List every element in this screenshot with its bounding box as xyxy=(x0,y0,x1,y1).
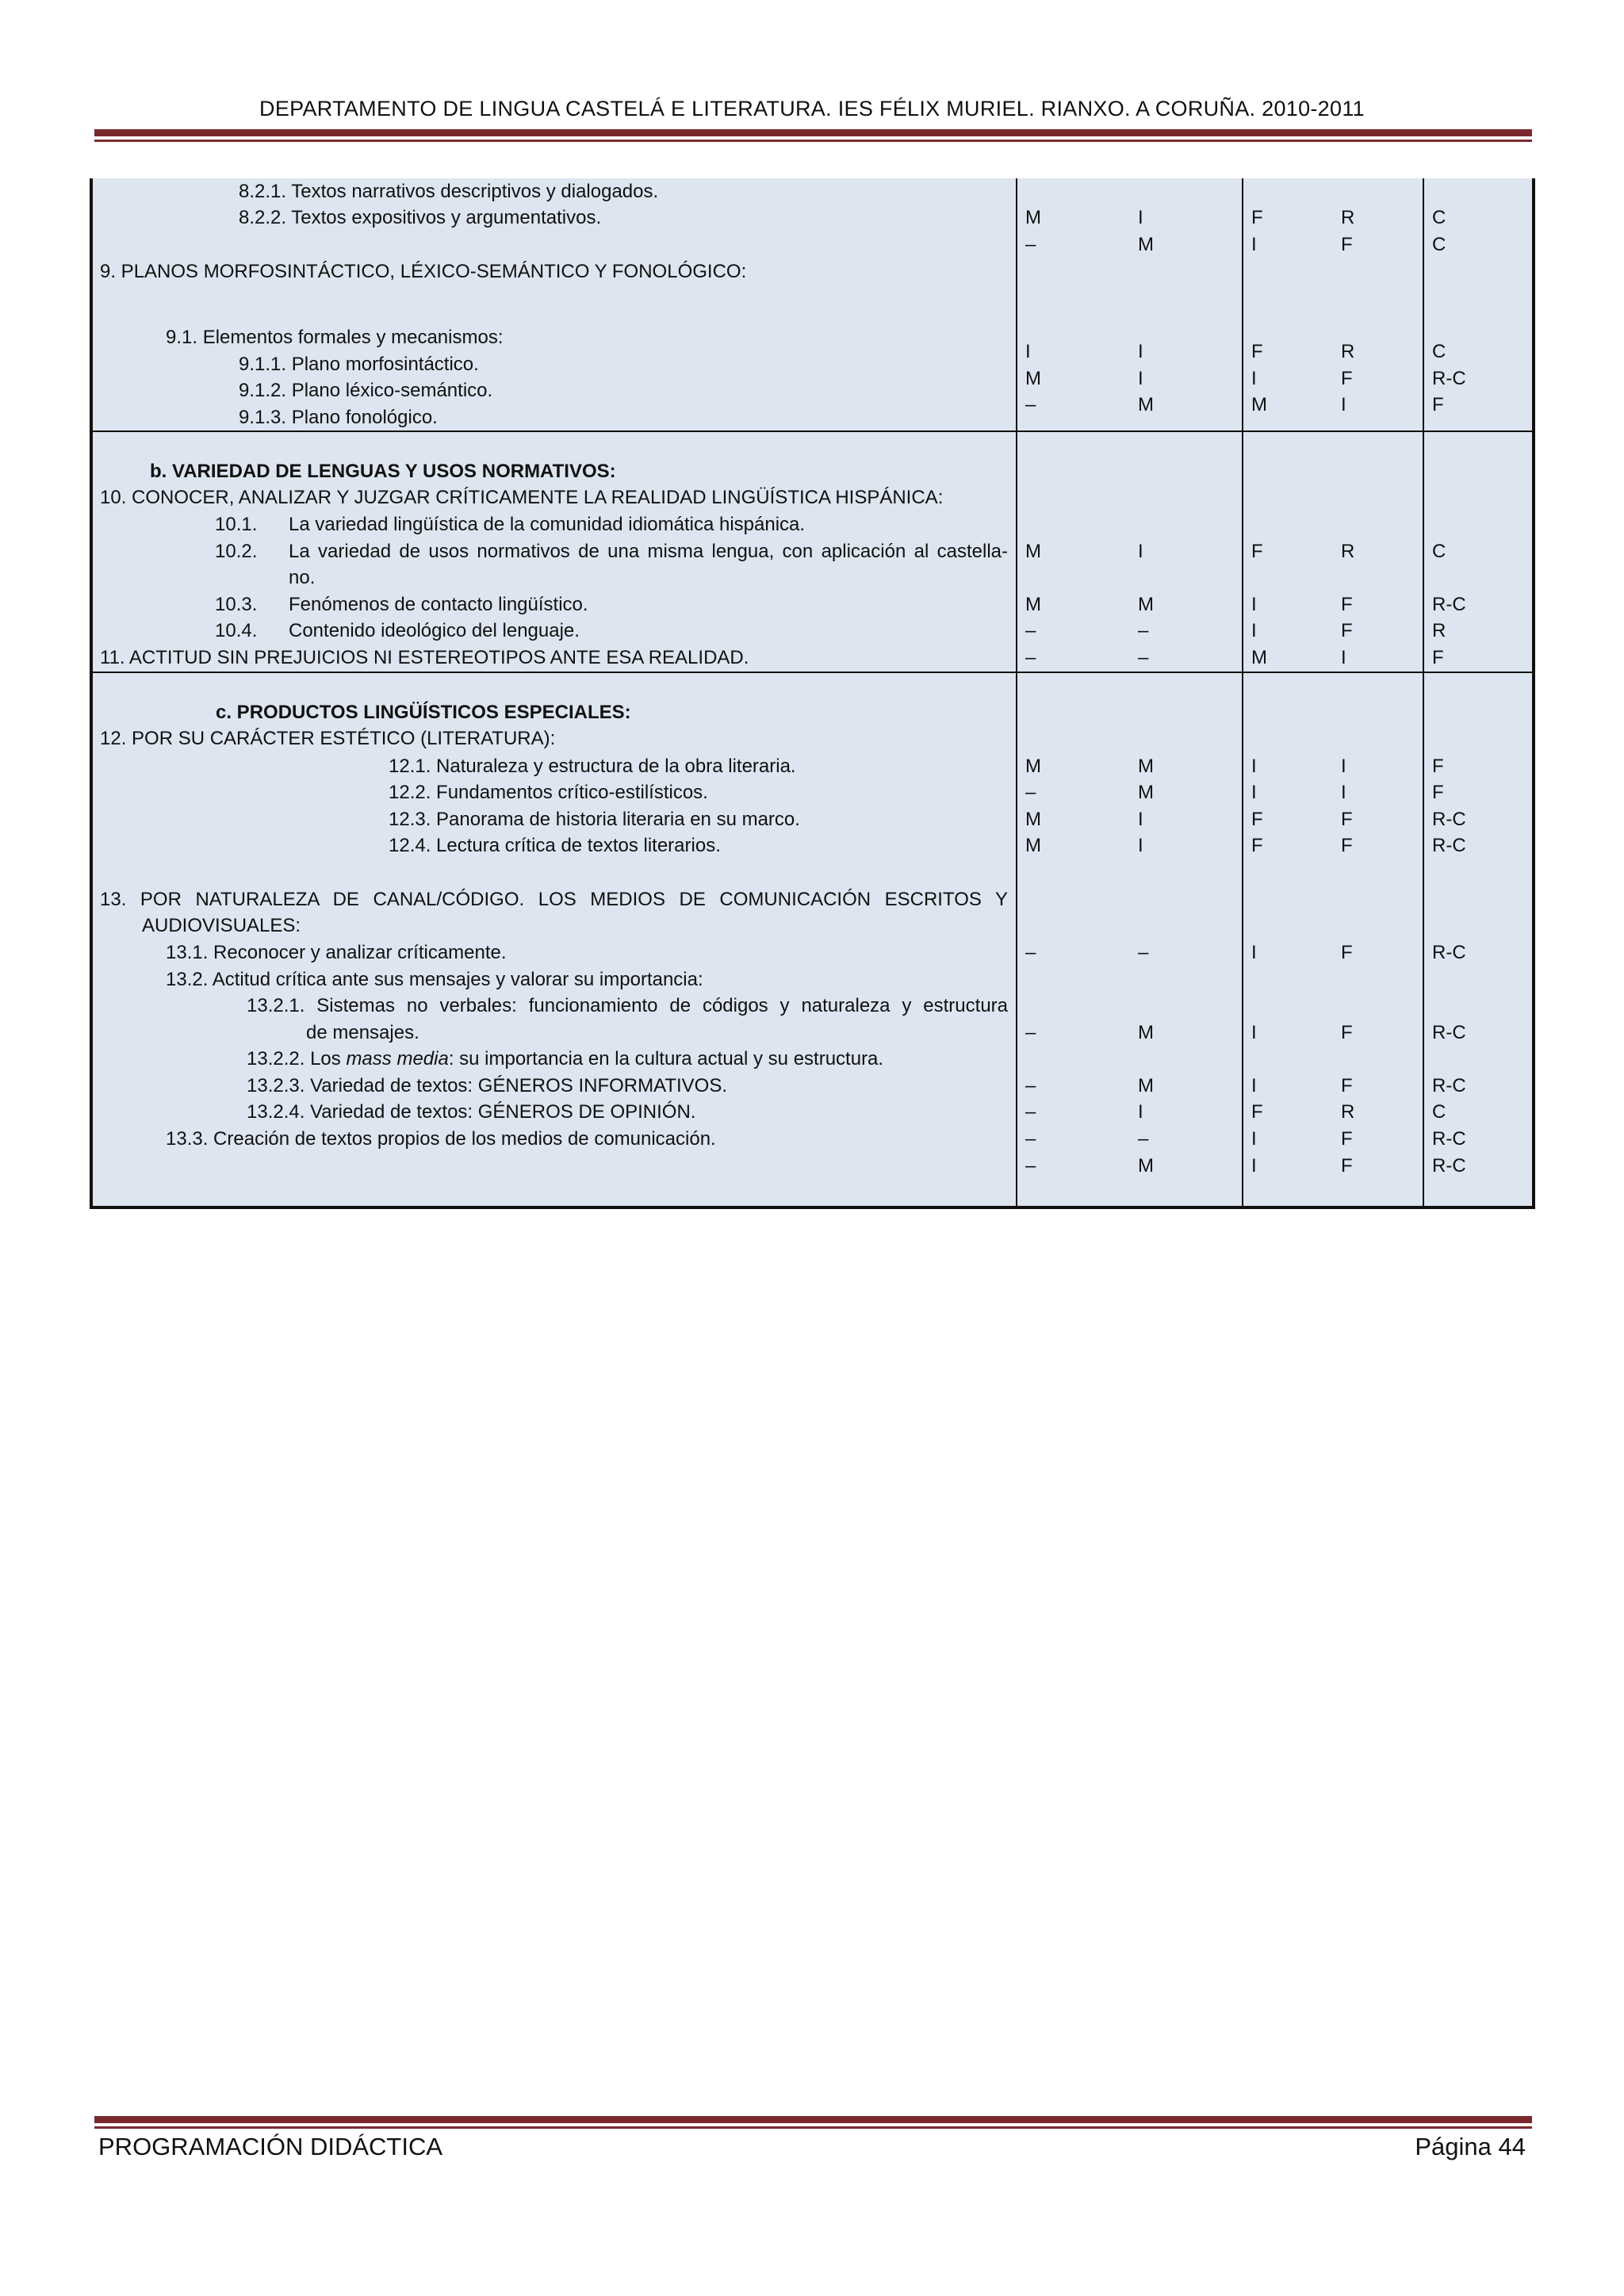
grade-cell: F xyxy=(1341,594,1353,615)
grade-cell: F xyxy=(1341,1155,1353,1177)
item-8-2-1: 8.2.1. Textos narrativos descriptivos y dialogados. xyxy=(239,181,659,202)
item-10-3-number: 10.3. xyxy=(215,594,258,615)
grade-cell: – xyxy=(1138,942,1149,963)
grade-cell: F xyxy=(1341,620,1353,641)
item-13-2-2-emphasis: mass media xyxy=(346,1048,449,1070)
grade-cell: I xyxy=(1251,594,1257,615)
header-rule xyxy=(94,129,1532,136)
grade-cell: F xyxy=(1251,207,1263,228)
grade-cell: R xyxy=(1341,341,1355,362)
grade-cell: R-C xyxy=(1432,942,1466,963)
footer-document-name: PROGRAMACIÓN DIDÁCTICA xyxy=(98,2133,443,2160)
grade-cell: I xyxy=(1251,1075,1257,1096)
grade-cell: R-C xyxy=(1432,1128,1466,1150)
grade-cell: I xyxy=(1341,394,1346,415)
grade-cell: M xyxy=(1025,809,1041,830)
grade-cell: F xyxy=(1251,835,1263,856)
item-9-1: 9.1. Elementos formales y mecanismos: xyxy=(166,327,504,348)
item-9-1-1: 9.1.1. Plano morfosintáctico. xyxy=(239,354,479,375)
item-10-1: La variedad lingüística de la comunidad idiomática hispánica. xyxy=(289,514,806,535)
grade-cell: I xyxy=(1251,368,1257,389)
content-table xyxy=(90,178,1535,1209)
grade-cell: I xyxy=(1251,1128,1257,1150)
grade-cell: R-C xyxy=(1432,1155,1466,1177)
grade-cell: R xyxy=(1341,1101,1355,1123)
item-8-2-2: 8.2.2. Textos expositivos y argumentativos. xyxy=(239,207,602,228)
item-9-1-2: 9.1.2. Plano léxico-semántico. xyxy=(239,380,493,401)
header-title: DEPARTAMENTO DE LINGUA CASTELÁ E LITERATURA. IES FÉLIX MURIEL. RIANXO. A CORUÑA. 2010-2011 xyxy=(259,97,1365,121)
item-10-4: Contenido ideológico del lenguaje. xyxy=(289,620,580,641)
grade-cell: R xyxy=(1341,541,1355,562)
grade-cell: – xyxy=(1025,1101,1036,1123)
item-12-heading: 12. POR SU CARÁCTER ESTÉTICO (LITERATURA): xyxy=(100,728,556,749)
item-10-1-number: 10.1. xyxy=(215,514,258,535)
item-13-2-3: 13.2.3. Variedad de textos: GÉNEROS INFORMATIVOS. xyxy=(247,1075,727,1096)
grade-cell: I xyxy=(1341,647,1346,668)
grade-cell: – xyxy=(1025,942,1036,963)
footer-rule xyxy=(94,2116,1532,2123)
grade-cell: F xyxy=(1251,541,1263,562)
grade-cell: – xyxy=(1025,647,1036,668)
item-13-2-1-cont: de mensajes. xyxy=(306,1022,419,1043)
item-13-2-2-suffix: : su importancia en la cultura actual y su estructura. xyxy=(448,1048,884,1070)
column-divider xyxy=(1423,178,1424,1206)
grade-cell: I xyxy=(1138,368,1143,389)
item-10-2-cont: no. xyxy=(289,567,316,588)
grade-cell: F xyxy=(1251,341,1263,362)
grade-cell: – xyxy=(1025,782,1036,803)
grade-cell: F xyxy=(1341,1022,1353,1043)
grade-cell: I xyxy=(1251,1155,1257,1177)
grade-cell: – xyxy=(1025,1155,1036,1177)
grade-cell: – xyxy=(1138,647,1149,668)
grade-cell: F xyxy=(1341,1075,1353,1096)
grade-cell: I xyxy=(1341,782,1346,803)
grade-cell: R-C xyxy=(1432,835,1466,856)
grade-cell: R-C xyxy=(1432,1022,1466,1043)
item-9-heading: 9. PLANOS MORFOSINTÁCTICO, LÉXICO-SEMÁNTICO Y FONOLÓGICO: xyxy=(100,261,747,282)
grade-cell: F xyxy=(1432,394,1444,415)
grade-cell: I xyxy=(1138,341,1143,362)
grade-cell: I xyxy=(1138,207,1143,228)
section-c-heading: c. PRODUCTOS LINGÜÍSTICOS ESPECIALES: xyxy=(216,702,631,723)
item-12-2: 12.2. Fundamentos crítico-estilísticos. xyxy=(389,782,708,803)
grade-cell: C xyxy=(1432,341,1446,362)
grade-cell: M xyxy=(1138,234,1154,255)
grade-cell: R xyxy=(1432,620,1446,641)
grade-cell: R xyxy=(1341,207,1355,228)
grade-cell: R-C xyxy=(1432,368,1466,389)
item-10-4-number: 10.4. xyxy=(215,620,258,641)
grade-cell: R-C xyxy=(1432,1075,1466,1096)
grade-cell: M xyxy=(1025,594,1041,615)
item-13-2: 13.2. Actitud crítica ante sus mensajes y valorar su importancia: xyxy=(166,969,703,990)
item-10-2-number: 10.2. xyxy=(215,541,258,562)
grade-cell: M xyxy=(1138,394,1154,415)
item-13-3: 13.3. Creación de textos propios de los medios de comunicación. xyxy=(166,1128,716,1150)
grade-cell: I xyxy=(1138,541,1143,562)
item-13-heading: 13. POR NATURALEZA DE CANAL/CÓDIGO. LOS MEDIOS DE COMUNICACIÓN ESCRITOS Y xyxy=(100,889,1008,910)
grade-cell: – xyxy=(1138,1128,1149,1150)
grade-cell: I xyxy=(1251,620,1257,641)
grade-cell: M xyxy=(1138,782,1154,803)
grade-cell: F xyxy=(1341,368,1353,389)
grade-cell: I xyxy=(1138,809,1143,830)
grade-cell: M xyxy=(1138,1075,1154,1096)
grade-cell: M xyxy=(1251,647,1267,668)
item-10-3: Fenómenos de contacto lingüístico. xyxy=(289,594,588,615)
grade-cell: F xyxy=(1432,647,1444,668)
grade-cell: – xyxy=(1025,1022,1036,1043)
grade-cell: R-C xyxy=(1432,594,1466,615)
grade-cell: I xyxy=(1251,1022,1257,1043)
column-divider xyxy=(1242,178,1243,1206)
item-12-3: 12.3. Panorama de historia literaria en su marco. xyxy=(389,809,800,830)
grade-cell: M xyxy=(1025,835,1041,856)
grade-cell: F xyxy=(1432,756,1444,777)
item-11: 11. ACTITUD SIN PREJUICIOS NI ESTEREOTIPOS ANTE ESA REALIDAD. xyxy=(100,647,749,668)
grade-cell: F xyxy=(1341,809,1353,830)
section-b-heading: b. VARIEDAD DE LENGUAS Y USOS NORMATIVOS: xyxy=(150,461,616,482)
grade-cell: – xyxy=(1025,1075,1036,1096)
grade-cell: M xyxy=(1251,394,1267,415)
grade-cell: F xyxy=(1341,234,1353,255)
grade-cell: I xyxy=(1138,1101,1143,1123)
grade-cell: C xyxy=(1432,1101,1446,1123)
grade-cell: I xyxy=(1251,942,1257,963)
item-13-1: 13.1. Reconocer y analizar críticamente. xyxy=(166,942,507,963)
item-12-1: 12.1. Naturaleza y estructura de la obra literaria. xyxy=(389,756,796,777)
grade-cell: M xyxy=(1138,756,1154,777)
footer-rule-thin xyxy=(94,2126,1532,2129)
grade-cell: I xyxy=(1251,234,1257,255)
item-13-2-2-prefix: 13.2.2. Los xyxy=(247,1048,347,1070)
grade-cell: I xyxy=(1251,756,1257,777)
grade-cell: C xyxy=(1432,234,1446,255)
grade-cell: M xyxy=(1025,541,1041,562)
grade-cell: M xyxy=(1138,1155,1154,1177)
grade-cell: M xyxy=(1138,594,1154,615)
grade-cell: F xyxy=(1341,942,1353,963)
item-13-2-4: 13.2.4. Variedad de textos: GÉNEROS DE OPINIÓN. xyxy=(247,1101,696,1123)
footer-page-number: Página 44 xyxy=(1415,2133,1526,2160)
grade-cell: M xyxy=(1025,207,1041,228)
item-13-2-2 xyxy=(247,1046,883,1072)
row-divider xyxy=(93,672,1532,673)
column-divider xyxy=(1016,178,1017,1206)
grade-cell: – xyxy=(1025,620,1036,641)
header-rule-thin xyxy=(94,140,1532,142)
grade-cell: R-C xyxy=(1432,809,1466,830)
grade-cell: I xyxy=(1138,835,1143,856)
grade-cell: F xyxy=(1341,835,1353,856)
grade-cell: I xyxy=(1251,782,1257,803)
grade-cell: – xyxy=(1025,1128,1036,1150)
row-divider xyxy=(93,430,1532,432)
grade-cell: – xyxy=(1025,234,1036,255)
item-10-2: La variedad de usos normativos de una misma lengua, con aplicación al castella- xyxy=(289,541,1008,562)
grade-cell: C xyxy=(1432,207,1446,228)
item-10-heading: 10. CONOCER, ANALIZAR Y JUZGAR CRÍTICAMENTE LA REALIDAD LINGÜÍSTICA HISPÁNICA: xyxy=(100,487,944,508)
item-13-2-1: 13.2.1. Sistemas no verbales: funcionamiento de códigos y naturaleza y estructura xyxy=(247,995,1008,1016)
grade-cell: – xyxy=(1025,394,1036,415)
grade-cell: I xyxy=(1025,341,1031,362)
grade-cell: F xyxy=(1251,1101,1263,1123)
grade-cell: F xyxy=(1251,809,1263,830)
grade-cell: – xyxy=(1138,620,1149,641)
item-9-1-3: 9.1.3. Plano fonológico. xyxy=(239,407,438,428)
item-12-4: 12.4. Lectura crítica de textos literarios. xyxy=(389,835,721,856)
grade-cell: M xyxy=(1025,368,1041,389)
grade-cell: M xyxy=(1025,756,1041,777)
grade-cell: F xyxy=(1432,782,1444,803)
item-13-heading-cont: AUDIOVISUALES: xyxy=(142,915,301,936)
grade-cell: I xyxy=(1341,756,1346,777)
grade-cell: M xyxy=(1138,1022,1154,1043)
grade-cell: F xyxy=(1341,1128,1353,1150)
grade-cell: C xyxy=(1432,541,1446,562)
